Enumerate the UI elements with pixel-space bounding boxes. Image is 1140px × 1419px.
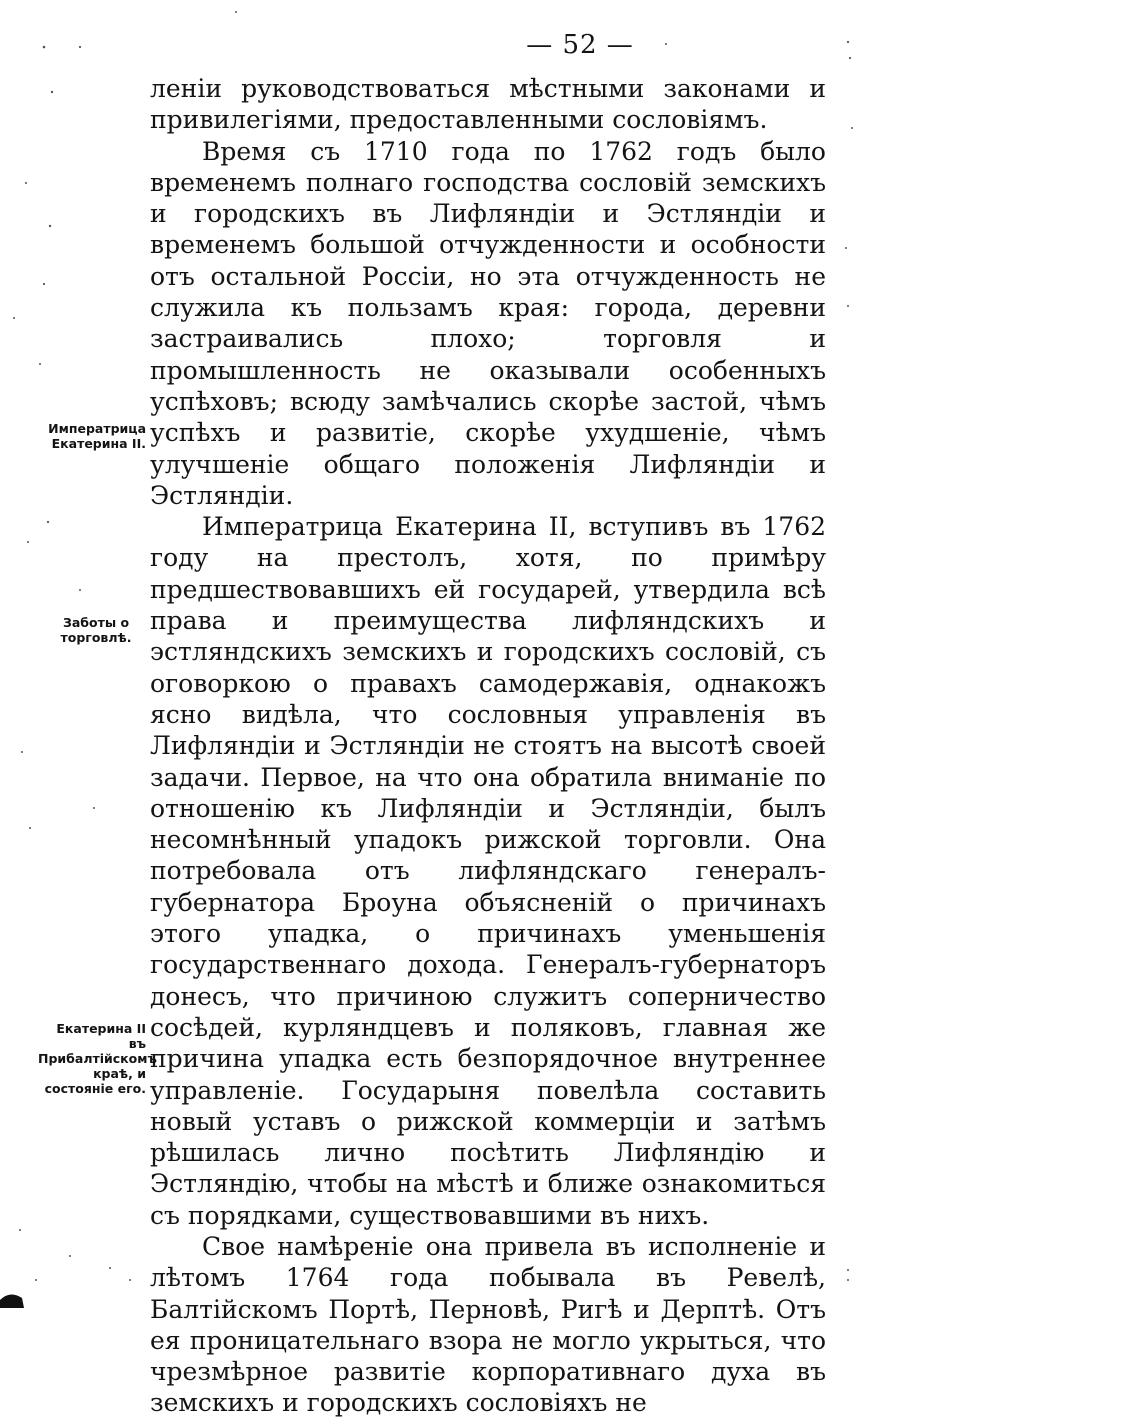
margin-note-torgovle: Заботы о торговлѣ.: [60, 615, 132, 645]
paragraph-visit: Свое намѣреніе она привела въ исполненіе и лѣтомъ 1764 года побывала въ Ревелѣ, Балтійскомъ Портѣ, Перновѣ, Ригѣ и Дерптѣ. Отъ ея проницательнаго взора не могло укрыться, что чрезмѣрное развитіе корпоративнаго духа въ земскихъ и городскихъ сословіяхъ не: [150, 1231, 826, 1418]
paragraph-continuation: леніи руководствоваться мѣстными законами и привилегіями, предоставленными сословіямъ.: [150, 74, 826, 135]
paragraph-ekaterina: Императрица Екатерина II, вступивъ въ 1762 году на престолъ, хотя, по примѣру предшествовавшихъ ей государей, утвердила всѣ права и преимущества лифляндскихъ и эстляндскихъ земскихъ и городскихъ сословій, съ оговоркою о правахъ самодержавія, однакожъ ясно видѣла, что сословныя управленія въ Лифляндіи и Эстляндіи не стоятъ на высотѣ своей задачи. Первое, на что она обратила вниманіе по отношенію къ Лифляндіи и Эстляндіи, былъ несомнѣнный упадокъ рижской торговли. Она потребовала отъ лифляндскаго генералъ-губернатора Броуна объясненій о причинахъ этого упадка, о причинахъ уменьшенія государственнаго дохода. Генералъ-губернаторъ донесъ, что причиною служитъ соперничество сосѣдей, курляндцевъ и поляковъ, главная же причина упадка есть безпорядочное внутреннее управленіе. Государыня повелѣла составить новый уставъ о рижской коммерціи и затѣмъ рѣшилась лично посѣтить Лифляндію и Эстляндію, чтобы на мѣстѣ и ближе ознакомиться съ порядками, существовавшими въ нихъ.: [150, 512, 826, 1230]
paragraph-1710-1762: Время съ 1710 года по 1762 годъ было временемъ полнаго господства сословій земскихъ и городскихъ въ Лифляндіи и Эстляндіи и временемъ большой отчужденности и особности отъ остальной Россіи, но эта отчужденность не служила къ пользамъ края: города, деревни застраивались плохо; торговля и промышленность не оказывали особенныхъ успѣховъ; всюду замѣчались скорѣе застой, чѣмъ успѣхъ и развитіе, скорѣе ухудшеніе, чѣмъ улучшеніе общаго положенія Лифляндіи и Эстляндіи.: [150, 136, 826, 510]
page-number: — 52 —: [526, 30, 634, 60]
margin-note-baltic: Екатерина II въ Прибалтійскомъ краѣ, и состояніе его.: [38, 1021, 157, 1096]
margin-note-ekaterina: Императрица Екатерина II.: [48, 421, 146, 451]
main-text: [150, 73, 826, 1419]
